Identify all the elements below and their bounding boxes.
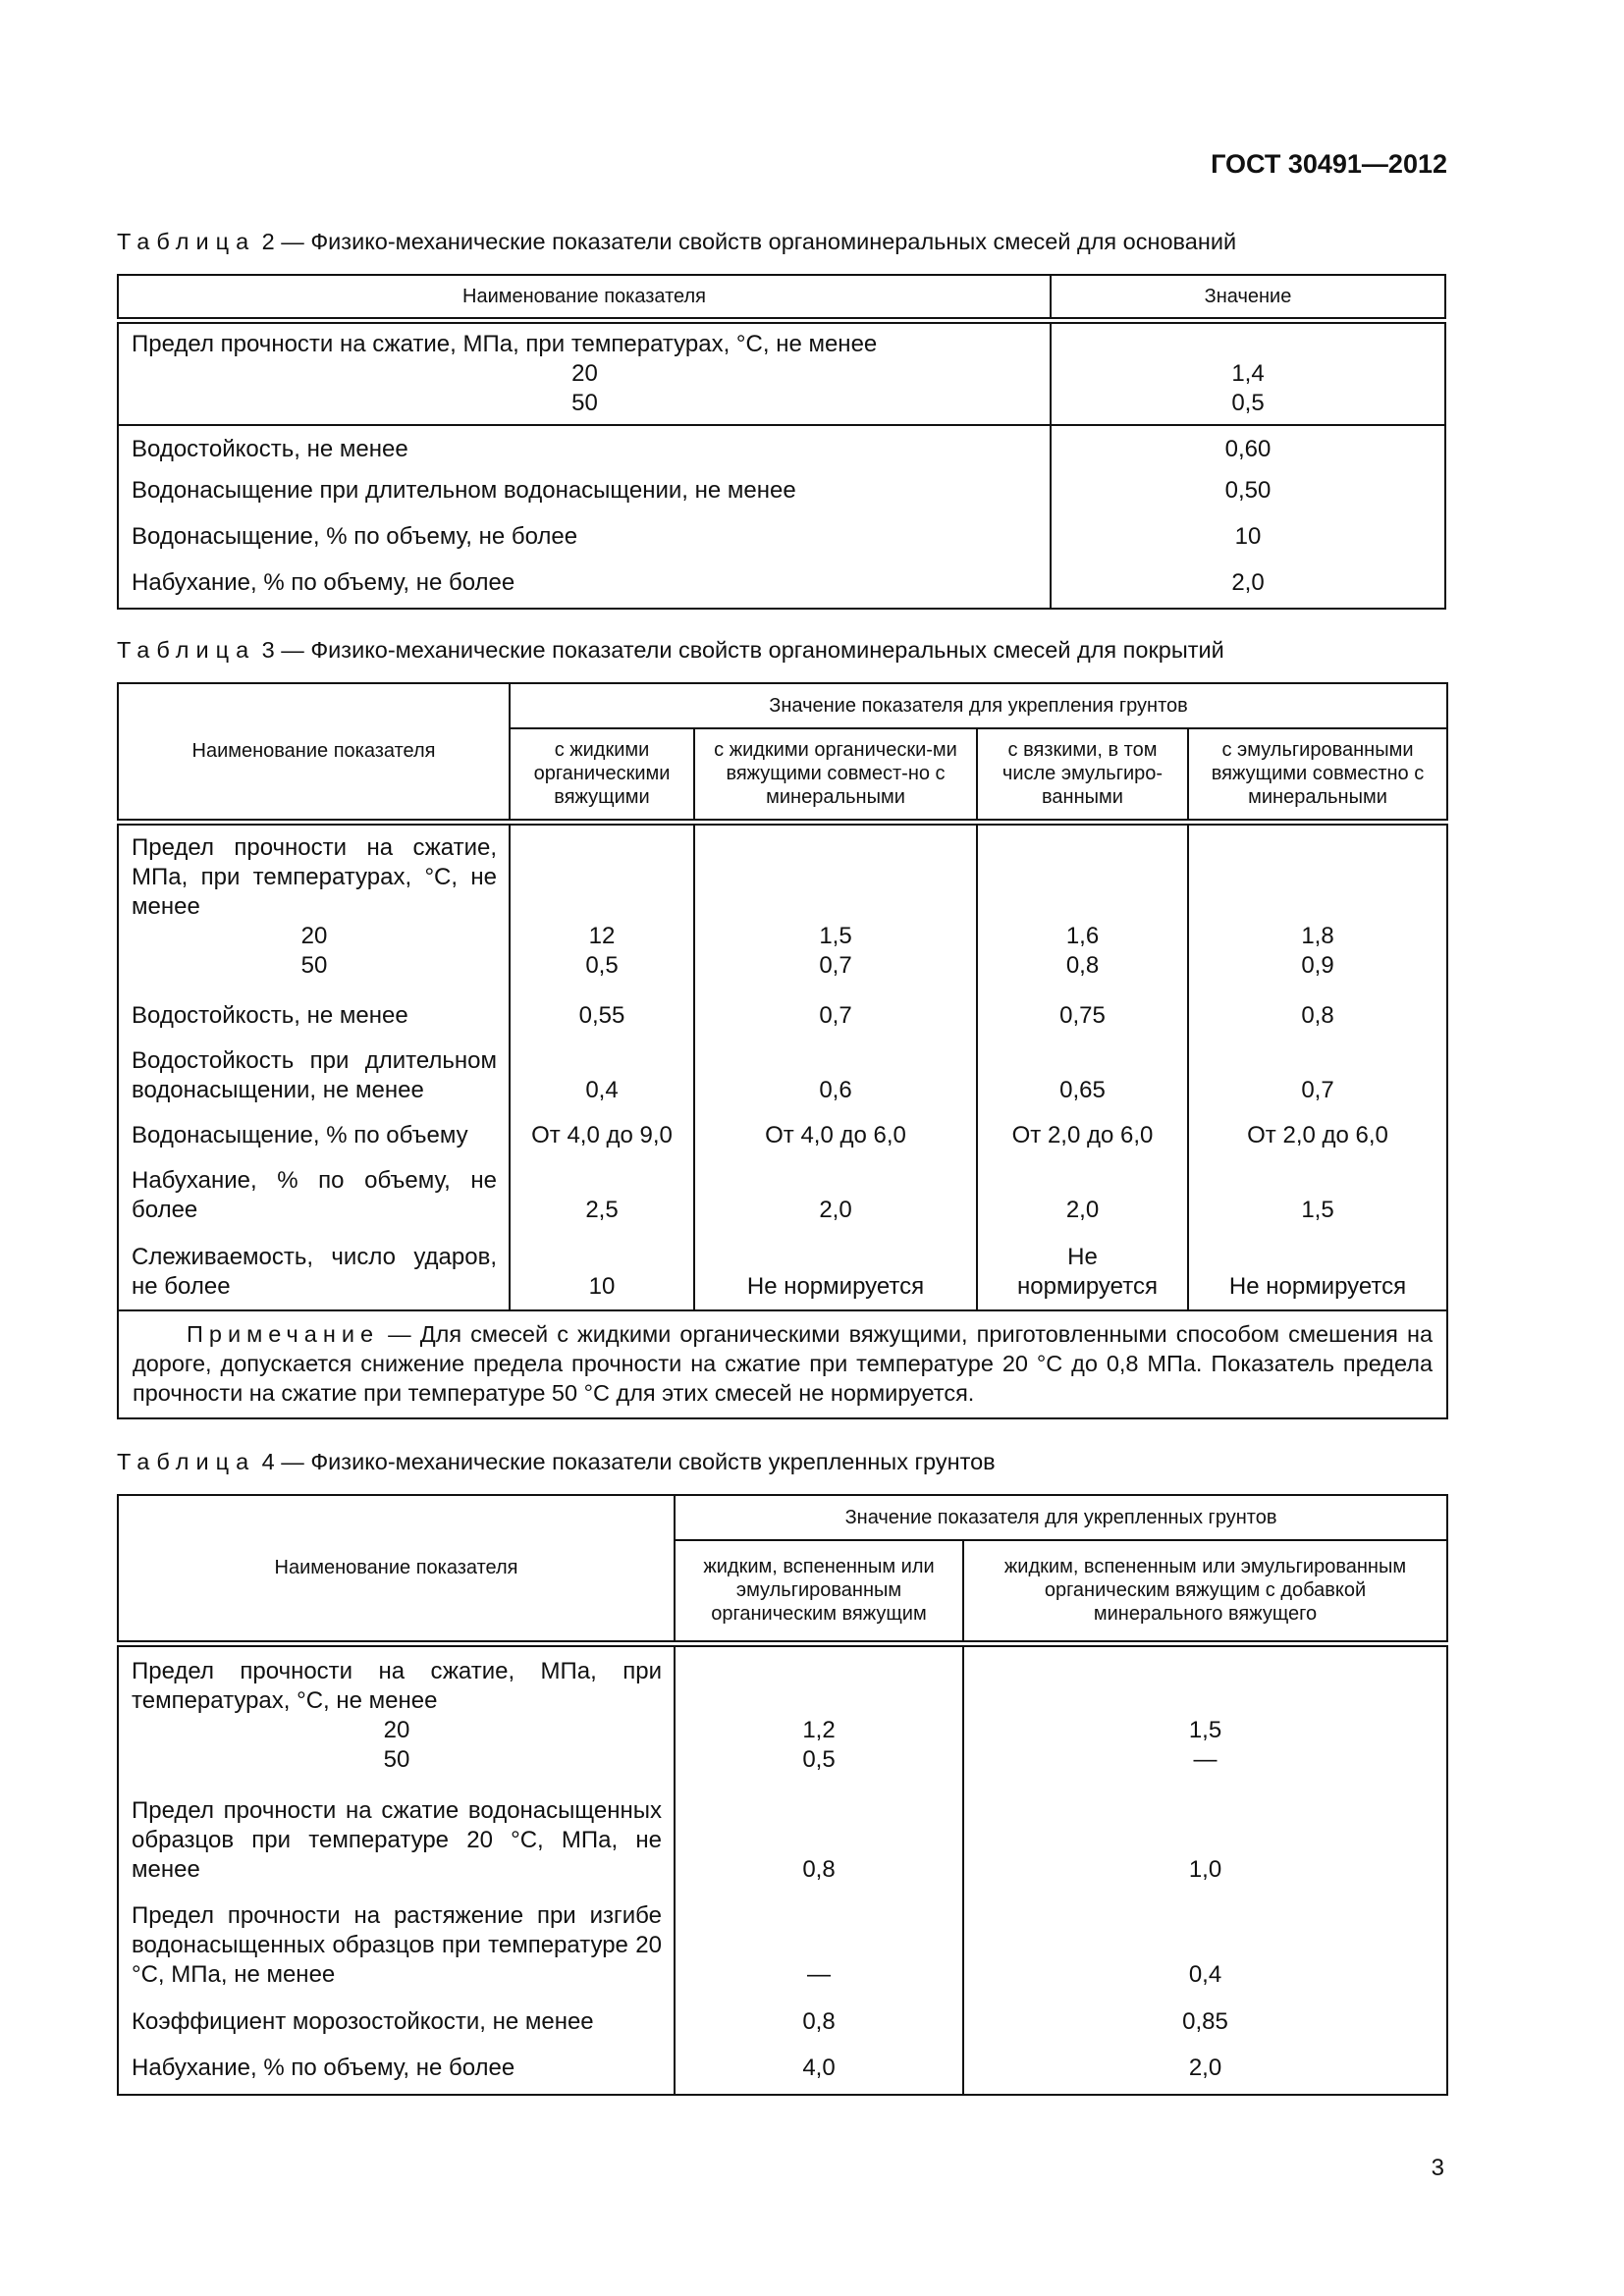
standard-number: ГОСТ 30491—2012 <box>1211 149 1447 179</box>
table3-row: Водонасыщение, % по объему <box>118 1113 510 1158</box>
table3-strength-row: Предел прочности на сжатие, МПа, при температурах, °С, не менее 20 50 <box>118 822 510 993</box>
table4-subheader: жидким, вспененным или эмульгированным органическим вяжущим с добавкой минерального вяжущего <box>963 1540 1447 1643</box>
table3-value: 0,65 <box>977 1039 1188 1113</box>
table2-row: Набухание, % по объему, не более <box>118 561 1051 609</box>
table4-row: Коэффициент морозостойкости, не менее <box>118 1999 675 2046</box>
table4-value: 0,85 <box>963 1999 1447 2046</box>
table4-strength-values: 1,5 — <box>963 1643 1447 1789</box>
table3-value: 0,75 <box>977 993 1188 1039</box>
page-number: 3 <box>1431 2155 1444 2181</box>
table2-caption: Таблица 2 — Физико-механические показатели свойств органоминеральных смесей для оснований <box>117 229 1237 254</box>
table2-value: 0,50 <box>1051 469 1445 515</box>
table3-value: От 2,0 до 6,0 <box>1188 1113 1447 1158</box>
table2-row: Водостойкость, не менее <box>118 425 1051 469</box>
table3-value: 2,5 <box>510 1158 694 1235</box>
table4-value: 2,0 <box>963 2046 1447 2095</box>
table3-strength-values: 1,8 0,9 <box>1188 822 1447 993</box>
table2-value: 2,0 <box>1051 561 1445 609</box>
table3-value: Не нормируется <box>977 1235 1188 1310</box>
table3-strength-values: 1,5 0,7 <box>694 822 977 993</box>
table4-caption: Таблица 4 — Физико-механические показатели свойств укрепленных грунтов <box>117 1449 996 1474</box>
table3-value: 0,6 <box>694 1039 977 1113</box>
table3-subheader: с жидкими органическими вяжущими <box>510 728 694 822</box>
table2-value: 10 <box>1051 515 1445 561</box>
table3-value: От 2,0 до 6,0 <box>977 1113 1188 1158</box>
table4-group-header: Значение показателя для укрепленных грунтов <box>675 1495 1447 1540</box>
table2-row: Водонасыщение при длительном водонасыщении, не менее <box>118 469 1051 515</box>
table3-strength-values: 1,6 0,8 <box>977 822 1188 993</box>
table4-strength-row: Предел прочности на сжатие, МПа, при температурах, °С, не менее 20 50 <box>118 1643 675 1789</box>
table3-value: 0,8 <box>1188 993 1447 1039</box>
table3-caption: Таблица 3 — Физико-механические показатели свойств органоминеральных смесей для покрытий <box>117 637 1224 663</box>
table4-value: 0,8 <box>675 1999 963 2046</box>
table3 <box>117 682 1448 1419</box>
table3-group-header: Значение показателя для укрепления грунтов <box>510 683 1447 728</box>
table3-value: 0,4 <box>510 1039 694 1113</box>
table2-strength-row: Предел прочности на сжатие, МПа, при температурах, °С, не менее 20 50 <box>118 320 1051 425</box>
table4 <box>117 1494 1448 2096</box>
table4-value: 0,8 <box>675 1789 963 1894</box>
table3-row: Водостойкость при длительном водонасыщении, не менее <box>118 1039 510 1113</box>
table2-col-name: Наименование показателя <box>118 275 1051 320</box>
table3-value: 1,5 <box>1188 1158 1447 1235</box>
table2-row: Водонасыщение, % по объему, не более <box>118 515 1051 561</box>
table3-row: Водостойкость, не менее <box>118 993 510 1039</box>
table3-subheader: с вязкими, в том числе эмульгиро-ванными <box>977 728 1188 822</box>
table3-value: 2,0 <box>694 1158 977 1235</box>
table3-value: 0,55 <box>510 993 694 1039</box>
table3-strength-values: 12 0,5 <box>510 822 694 993</box>
table3-row: Слеживаемость, число ударов, не более <box>118 1235 510 1310</box>
table3-subheader: с эмульгированными вяжущими совместно с минеральными <box>1188 728 1447 822</box>
table4-strength-values: 1,2 0,5 <box>675 1643 963 1789</box>
table3-value: 0,7 <box>1188 1039 1447 1113</box>
table3-col-name: Наименование показателя <box>118 683 510 822</box>
table4-value: 4,0 <box>675 2046 963 2095</box>
table3-note: Примечание — Для смесей с жидкими органическими вяжущими, приготовленными способом смешения на дороге, допускается снижение предела прочности на сжатие при температуре 20 °С до 0,8 МПа. Показатель предела прочности на сжатие при температуре 50 °С для этих смесей не нормируется. <box>118 1310 1447 1418</box>
table2-strength-values: 1,4 0,5 <box>1051 320 1445 425</box>
table4-col-name: Наименование показателя <box>118 1495 675 1643</box>
table4-row: Предел прочности на растяжение при изгибе водонасыщенных образцов при температуре 20 °С, МПа, не менее <box>118 1894 675 1999</box>
table4-row: Набухание, % по объему, не более <box>118 2046 675 2095</box>
table3-value: 2,0 <box>977 1158 1188 1235</box>
table4-value: 0,4 <box>963 1894 1447 1999</box>
table4-value: 1,0 <box>963 1789 1447 1894</box>
table4-subheader: жидким, вспененным или эмульгированным органическим вяжущим <box>675 1540 963 1643</box>
table3-value: 10 <box>510 1235 694 1310</box>
table2 <box>117 274 1446 610</box>
table3-value: От 4,0 до 9,0 <box>510 1113 694 1158</box>
table3-value: Не нормируется <box>694 1235 977 1310</box>
table3-value: 0,7 <box>694 993 977 1039</box>
table4-row: Предел прочности на сжатие водонасыщенных образцов при температуре 20 °С, МПа, не менее <box>118 1789 675 1894</box>
table3-subheader: с жидкими органически-ми вяжущими совмест-но с минеральными <box>694 728 977 822</box>
table3-value: От 4,0 до 6,0 <box>694 1113 977 1158</box>
table3-row: Набухание, % по объему, не более <box>118 1158 510 1235</box>
table4-value: — <box>675 1894 963 1999</box>
table2-col-value: Значение <box>1051 275 1445 320</box>
table2-value: 0,60 <box>1051 425 1445 469</box>
table3-value: Не нормируется <box>1188 1235 1447 1310</box>
